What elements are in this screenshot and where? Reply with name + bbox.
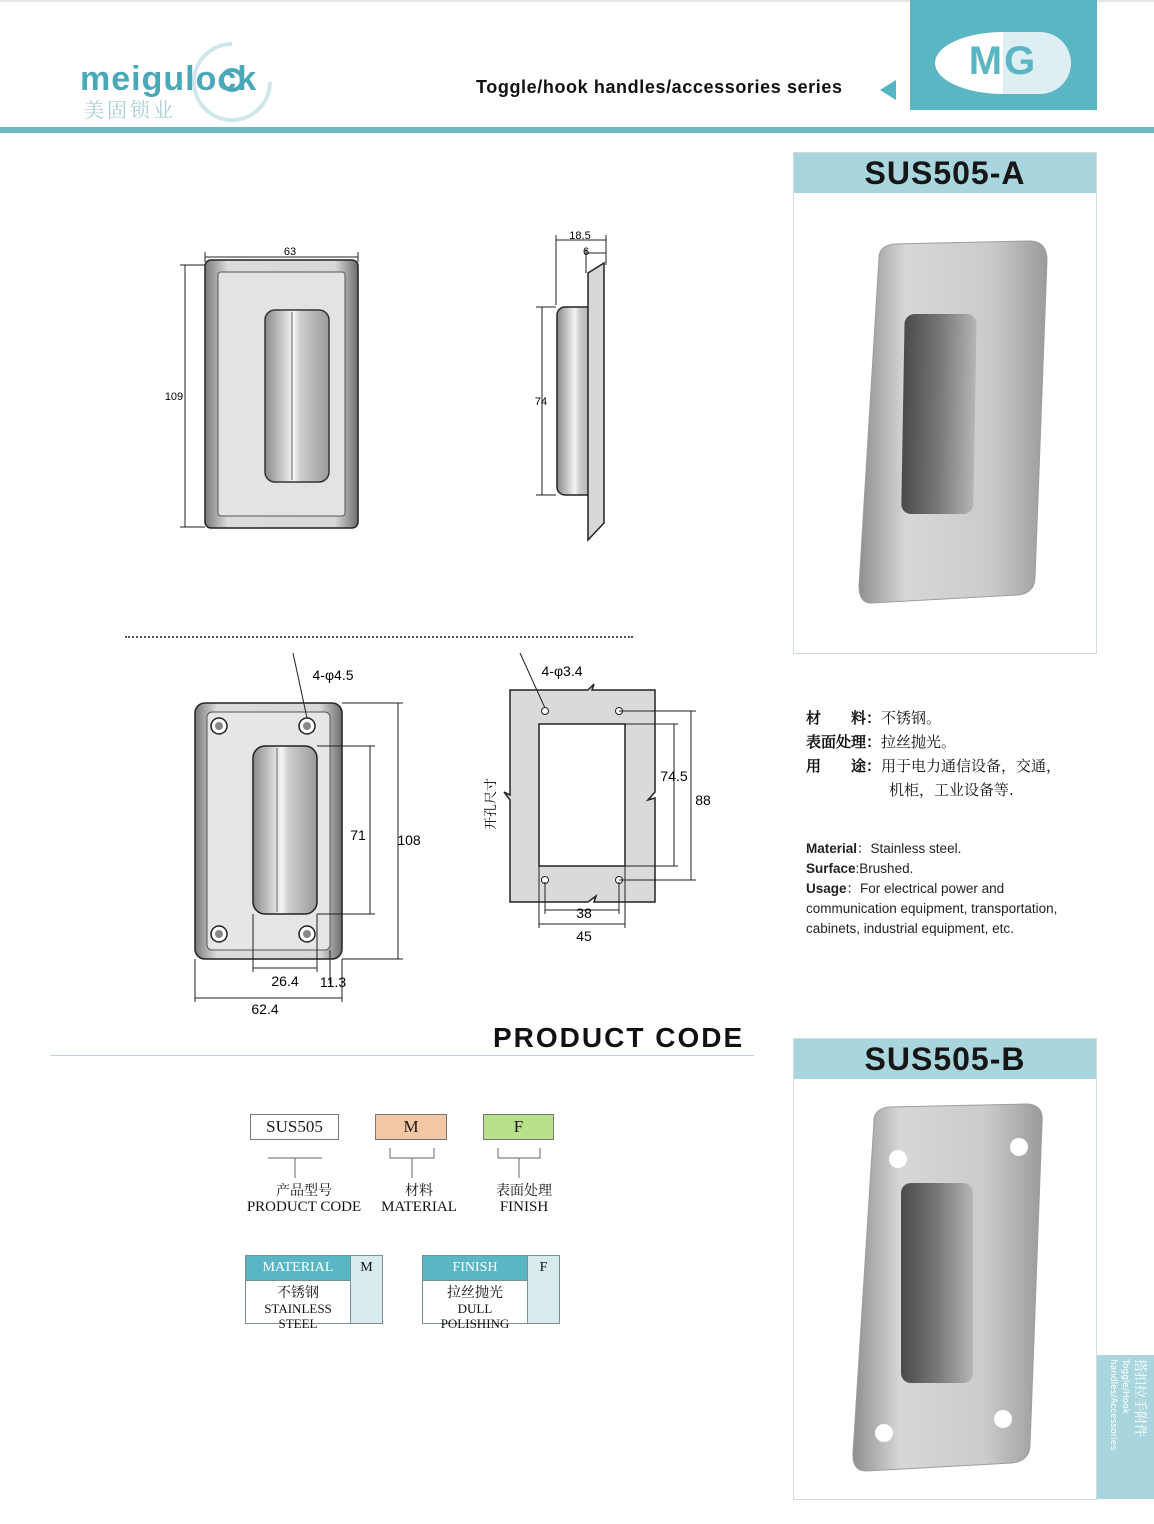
- section-divider: [125, 636, 633, 638]
- back-inner-height-dim: 71: [350, 827, 366, 843]
- spec-cn-row-usage-cont: 机柜，工业设备等.: [889, 781, 1014, 799]
- side-view-drawing: [520, 225, 620, 545]
- material-table-header: MATERIAL: [246, 1256, 350, 1280]
- product-code-divider: [50, 1055, 754, 1056]
- front-view-drawing: [160, 230, 390, 540]
- product-a-title: SUS505-A: [794, 153, 1096, 193]
- finish-table-key: F: [527, 1256, 559, 1280]
- product-b-photo: [844, 1101, 1054, 1476]
- front-height-dim: 109: [164, 391, 184, 403]
- material-table-value: 不锈钢 STAINLESS STEEL: [264, 1285, 332, 1331]
- side-category-text: 搭扣拉手附件 Toggle/Hook handles/Accessories: [1108, 1359, 1147, 1451]
- spec-en-usage-3: cabinets, industrial equipment, etc.: [806, 921, 1014, 936]
- brand-badge-oval: [935, 32, 1071, 94]
- code-box-finish: F: [483, 1114, 554, 1140]
- series-arrow-icon: [880, 80, 896, 100]
- spec-en-usage-2: communication equipment, transportation,: [806, 901, 1058, 916]
- code-box-material: M: [375, 1114, 447, 1140]
- code-label-model: 产品型号 PRODUCT CODE: [246, 1183, 362, 1215]
- product-b-title: SUS505-B: [794, 1039, 1096, 1079]
- back-view-drawing: [185, 650, 435, 1020]
- brand-badge-box: [910, 0, 1097, 110]
- side-flange-dim: 6: [582, 246, 590, 258]
- cutout-w2-dim: 45: [576, 928, 592, 944]
- company-logo: [80, 38, 310, 122]
- finish-table-header: FINISH: [423, 1256, 527, 1280]
- code-label-material: 材料 MATERIAL: [381, 1183, 457, 1215]
- side-height-dim: 74: [534, 396, 548, 408]
- cutout-h1-dim: 74.5: [660, 768, 688, 784]
- back-dim-b: 11.3: [319, 974, 347, 990]
- brand-badge-text: MG: [968, 39, 1038, 83]
- back-outer-height-dim: 108: [397, 832, 421, 848]
- code-bracket-lines: [240, 1144, 570, 1184]
- product-code-heading: PRODUCT CODE: [493, 1022, 745, 1053]
- code-box-model: SUS505: [250, 1114, 339, 1140]
- cutout-label: 开孔尺寸: [483, 777, 498, 830]
- product-b-image-panel: [793, 1038, 1097, 1500]
- back-dim-a: 26.4: [271, 973, 299, 989]
- side-depth-dim: 18.5: [569, 230, 591, 242]
- cutout-holes-dim: 4-φ3.4: [541, 663, 583, 679]
- cutout-drawing: [478, 650, 728, 950]
- back-holes-dim: 4-φ4.5: [312, 667, 354, 683]
- cutout-h2-dim: 88: [695, 792, 711, 808]
- series-title: Toggle/hook handles/accessories series: [476, 77, 843, 97]
- spec-en-usage: Usage：For electrical power and: [806, 881, 1005, 896]
- logo-latin-text: meigulock: [80, 60, 258, 98]
- material-table: [245, 1255, 383, 1331]
- spec-cn-row-material: 材 料：不锈钢。: [806, 709, 942, 727]
- finish-table-value: 拉丝抛光 DULL POLISHING: [440, 1285, 510, 1331]
- header-divider: [0, 127, 1154, 133]
- code-label-finish: 表面处理 FINISH: [496, 1183, 552, 1215]
- spec-cn-row-usage: 用 途：用于电力通信设备，交通，: [806, 757, 1062, 775]
- cutout-w1-dim: 38: [576, 905, 592, 921]
- spec-en-material: Material：Stainless steel.: [806, 841, 962, 856]
- material-table-key: M: [350, 1256, 382, 1280]
- side-category-tab: [1097, 1355, 1154, 1499]
- front-width-dim: 63: [283, 246, 297, 258]
- logo-chinese-text: 美固锁业: [84, 98, 176, 122]
- spec-en-surface: Surface:Brushed.: [806, 861, 914, 876]
- spec-cn-row-surface: 表面处理：拉丝抛光。: [806, 733, 957, 751]
- finish-table: [422, 1255, 560, 1331]
- product-a-image-panel: [793, 152, 1097, 654]
- product-a-photo: [849, 238, 1049, 608]
- back-width-dim: 62.4: [251, 1001, 279, 1017]
